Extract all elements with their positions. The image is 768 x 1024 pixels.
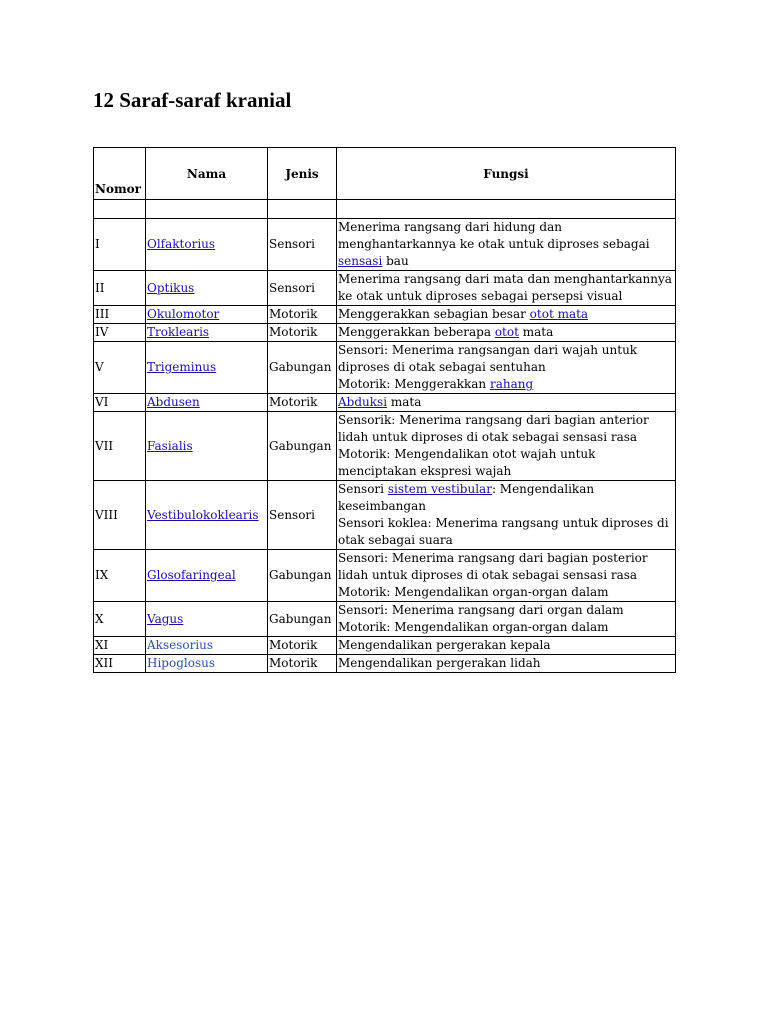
nerve-number: X	[94, 602, 146, 637]
nerve-number: VI	[94, 394, 146, 412]
nerve-number: XII	[94, 655, 146, 673]
nerve-number: VIII	[94, 481, 146, 550]
nerve-name-link[interactable]: Glosofaringeal	[147, 568, 236, 582]
nerve-name-link[interactable]: Vestibulokoklearis	[147, 507, 259, 522]
header-nama: Nama	[146, 148, 268, 200]
cranial-nerves-table	[93, 147, 676, 673]
table-row	[94, 394, 676, 412]
function-link[interactable]: otot mata	[529, 307, 589, 321]
table-row	[94, 412, 676, 481]
nerve-number: II	[94, 271, 146, 306]
function-line	[338, 306, 674, 323]
function-text: Sensori koklea: Menerima rangsang untuk diproses di otak sebagai suara	[338, 516, 669, 547]
function-text: Motorik: Menggerakkan	[338, 377, 490, 391]
function-text: Sensori: Menerima rangsangan dari wajah untuk diproses di otak sebagai sentuhan	[338, 343, 638, 374]
function-line	[338, 394, 674, 411]
function-line	[338, 412, 674, 446]
function-text: Mengendalikan pergerakan kepala	[338, 638, 551, 652]
function-line	[338, 446, 674, 480]
nerve-type: Sensori	[268, 481, 337, 550]
function-text: Mengendalikan pergerakan lidah	[338, 656, 541, 670]
nerve-type: Gabungan	[268, 342, 337, 394]
function-link[interactable]: rahang	[489, 377, 534, 391]
empty-cell	[94, 200, 146, 219]
function-line	[338, 324, 674, 341]
table-row	[94, 602, 676, 637]
empty-cell	[268, 200, 337, 219]
nerve-type: Motorik	[268, 324, 337, 342]
function-line	[338, 584, 674, 601]
table-row	[94, 324, 676, 342]
nerve-number: III	[94, 306, 146, 324]
nerve-function-cell	[337, 637, 676, 655]
nerve-function-cell	[337, 271, 676, 306]
nerve-name-link[interactable]: Abdusen	[147, 395, 200, 409]
nerve-number: XI	[94, 637, 146, 655]
nerve-name-cell	[146, 412, 268, 481]
table-row	[94, 550, 676, 602]
nerve-function-cell	[337, 324, 676, 342]
nerve-name-cell	[146, 481, 268, 550]
function-line	[338, 342, 674, 376]
nerve-name-cell	[146, 602, 268, 637]
function-text: mata	[518, 325, 554, 339]
function-line	[338, 602, 674, 619]
function-text: Sensori: Menerima rangsang dari bagian posterior lidah untuk diproses di otak sebagai sensasi rasa	[338, 551, 648, 582]
nerve-type: Gabungan	[268, 602, 337, 637]
table-row	[94, 271, 676, 306]
table-row	[94, 655, 676, 673]
nerve-function-cell	[337, 602, 676, 637]
header-jenis: Jenis	[268, 148, 337, 200]
nerve-function-cell	[337, 306, 676, 324]
nerve-number: IX	[94, 550, 146, 602]
function-line	[338, 550, 674, 584]
nerve-name-link[interactable]: Olfaktorius	[147, 237, 216, 251]
table-row	[94, 481, 676, 550]
header-nomor: Nomor	[94, 148, 146, 200]
function-line	[338, 637, 674, 654]
empty-cell	[146, 200, 268, 219]
function-link[interactable]: sensasi	[338, 254, 383, 268]
nerve-function-cell	[337, 394, 676, 412]
table-row	[94, 342, 676, 394]
function-line	[338, 515, 674, 549]
nerve-name-cell	[146, 342, 268, 394]
function-link[interactable]: sistem vestibular	[387, 482, 492, 496]
nerve-type: Gabungan	[268, 550, 337, 602]
nerve-type: Sensori	[268, 219, 337, 271]
nerve-number: VII	[94, 412, 146, 481]
nerve-name-cell	[146, 394, 268, 412]
nerve-name-cell	[146, 324, 268, 342]
nerve-number: I	[94, 219, 146, 271]
empty-cell	[337, 200, 676, 219]
nerve-type: Motorik	[268, 306, 337, 324]
function-link[interactable]: otot	[494, 325, 519, 339]
nerve-name-cell	[146, 219, 268, 271]
function-text: Motorik: Mengendalikan otot wajah untuk menciptakan ekspresi wajah	[338, 447, 596, 478]
function-text: Sensori: Menerima rangsang dari organ dalam	[338, 603, 624, 617]
nerve-function-cell	[337, 481, 676, 550]
nerve-type: Sensori	[268, 271, 337, 306]
table-row	[94, 306, 676, 324]
nerve-function-cell	[337, 412, 676, 481]
nerve-function-cell	[337, 342, 676, 394]
nerve-name-link[interactable]: Troklearis	[147, 325, 210, 339]
nerve-number: IV	[94, 324, 146, 342]
nerve-name-cell	[146, 271, 268, 306]
nerve-type: Motorik	[268, 655, 337, 673]
nerve-type: Gabungan	[268, 412, 337, 481]
nerve-number: V	[94, 342, 146, 394]
nerve-function-cell	[337, 655, 676, 673]
function-text: Sensorik: Menerima rangsang dari bagian anterior lidah untuk diproses di otak sebagai sensasi rasa	[338, 413, 649, 444]
nerve-name-cell	[146, 637, 268, 655]
table-row	[94, 637, 676, 655]
function-text: Menggerakkan sebagian besar	[338, 307, 530, 321]
function-line	[338, 481, 674, 515]
function-text: : Mengendalikan keseimbangan	[338, 482, 595, 513]
nerve-name-cell	[146, 306, 268, 324]
function-text: bau	[382, 254, 409, 268]
nerve-name-link[interactable]: Okulomotor	[147, 307, 220, 321]
nerve-name-link[interactable]: Vagus	[147, 611, 184, 626]
nerve-name-cell	[146, 655, 268, 673]
function-line	[338, 655, 674, 672]
nerve-name-cell	[146, 550, 268, 602]
empty-row	[94, 200, 676, 219]
nerve-type: Motorik	[268, 637, 337, 655]
function-text: mata	[387, 395, 422, 409]
function-line	[338, 376, 674, 393]
function-text: Motorik: Mengendalikan organ-organ dalam	[338, 620, 609, 634]
function-text: Motorik: Mengendalikan organ-organ dalam	[338, 585, 609, 599]
function-line	[338, 219, 674, 270]
table-body	[94, 200, 676, 673]
nerve-name-link[interactable]: Optikus	[147, 280, 195, 295]
header-fungsi: Fungsi	[337, 148, 676, 200]
function-line	[338, 619, 674, 636]
table-header-row	[94, 148, 676, 200]
nerve-name: Hipoglosus	[147, 656, 215, 670]
table-row	[94, 219, 676, 271]
nerve-name-link[interactable]: Fasialis	[147, 438, 193, 453]
nerve-name: Aksesorius	[147, 638, 214, 652]
page-title: 12 Saraf-saraf kranial	[93, 88, 292, 112]
nerve-function-cell	[337, 550, 676, 602]
function-text: Menerima rangsang dari hidung dan menghantarkannya ke otak untuk diproses sebagai	[338, 220, 650, 251]
function-text: Menerima rangsang dari mata dan menghantarkannya ke otak untuk diproses sebagai persepsi visual	[338, 272, 672, 303]
function-text: Sensori	[338, 482, 388, 496]
function-line	[338, 271, 674, 305]
function-link[interactable]: Abduksi	[338, 395, 388, 409]
nerve-type: Motorik	[268, 394, 337, 412]
nerve-name-link[interactable]: Trigeminus	[147, 360, 217, 374]
function-text: Menggerakkan beberapa	[338, 325, 495, 339]
nerve-function-cell	[337, 219, 676, 271]
